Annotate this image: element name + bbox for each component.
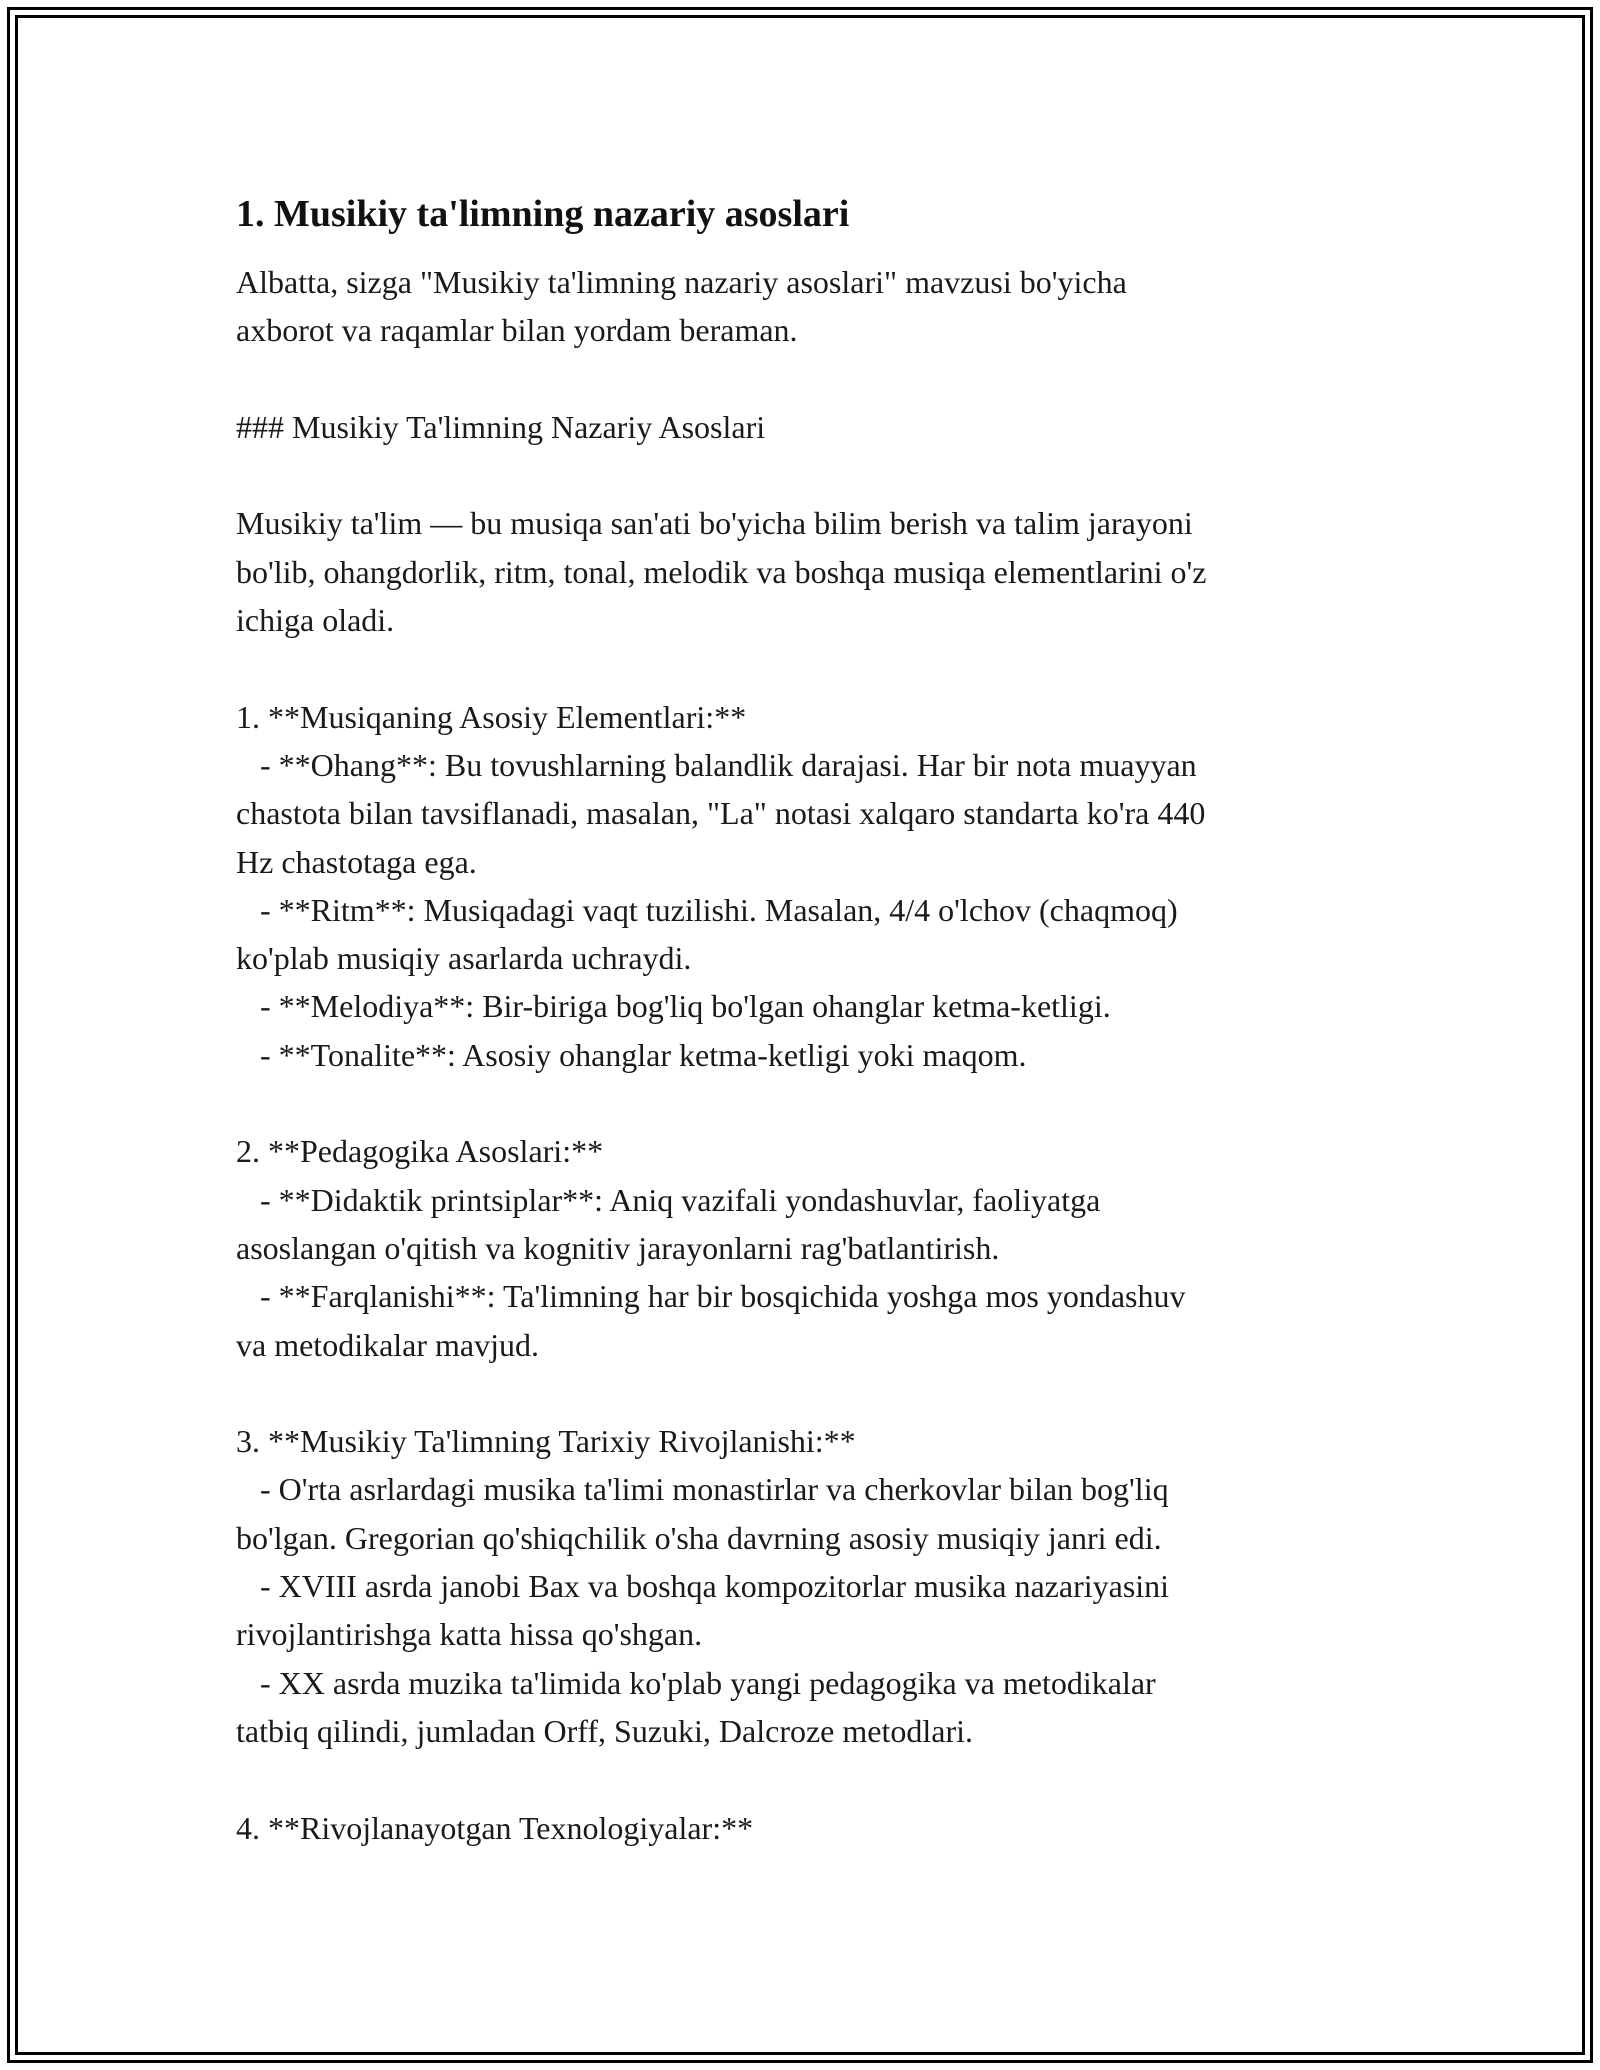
- blank-line: [236, 1079, 1366, 1127]
- text-line: axborot va raqamlar bilan yordam beraman.: [236, 312, 798, 349]
- text-line: Hz chastotaga ega.: [236, 843, 477, 880]
- blank-line: [236, 644, 1366, 692]
- text-line: - **Ohang**: Bu tovushlarning balandlik darajasi. Har bir nota muayyan: [236, 746, 1197, 783]
- text-line: - **Melodiya**: Bir-biriga bog'liq bo'lgan ohanglar ketma-ketligi.: [236, 988, 1111, 1025]
- text-line: chastota bilan tavsiflanadi, masalan, "La" notasi xalqaro standarta ko'ra 440: [236, 795, 1206, 832]
- text-line: 1. **Musiqaning Asosiy Elementlari:**: [236, 698, 747, 735]
- blank-line: [236, 355, 1366, 403]
- text-line: - XVIII asrda janobi Bax va boshqa kompozitorlar musika nazariyasini: [236, 1568, 1170, 1605]
- text-line: bo'lgan. Gregorian qo'shiqchilik o'sha davrning asosiy musiqiy janri edi.: [236, 1519, 1162, 1556]
- text-line: - **Didaktik printsiplar**: Aniq vazifali yondashuvlar, faoliyatga: [236, 1181, 1101, 1218]
- text-line: - O'rta asrlardagi musika ta'limi monastirlar va cherkovlar bilan bog'liq: [236, 1471, 1169, 1508]
- blank-line: [236, 451, 1366, 499]
- text-line: - **Farqlanishi**: Ta'limning har bir bosqichida yoshga mos yondashuv: [236, 1278, 1186, 1315]
- text-line: 4. **Rivojlanayotgan Texnologiyalar:**: [236, 1809, 754, 1846]
- document-body: [236, 186, 1366, 1852]
- blank-line: [236, 1755, 1366, 1803]
- text-line: tatbiq qilindi, jumladan Orff, Suzuki, Dalcroze metodlari.: [236, 1712, 973, 1749]
- text-line: ko'plab musiqiy asarlarda uchraydi.: [236, 940, 692, 977]
- text-line: asoslangan o'qitish va kognitiv jarayonlarni rag'batlantirish.: [236, 1229, 1000, 1266]
- section-heading: 1. Musikiy ta'limning nazariy asoslari: [236, 193, 850, 235]
- body-text: [236, 258, 1366, 1852]
- text-line: va metodikalar mavjud.: [236, 1326, 540, 1363]
- text-line: bo'lib, ohangdorlik, ritm, tonal, melodik va boshqa musiqa elementlarini o'z: [236, 553, 1207, 590]
- text-line: 2. **Pedagogika Asoslari:**: [236, 1133, 604, 1170]
- text-line: - **Ritm**: Musiqadagi vaqt tuzilishi. Masalan, 4/4 o'lchov (chaqmoq): [236, 891, 1178, 928]
- blank-line: [236, 1369, 1366, 1417]
- text-line: - **Tonalite**: Asosiy ohanglar ketma-ketligi yoki maqom.: [236, 1036, 1027, 1073]
- text-line: Albatta, sizga "Musikiy ta'limning nazariy asoslari" mavzusi bo'yicha: [236, 264, 1127, 300]
- text-line: ### Musikiy Ta'limning Nazariy Asoslari: [236, 408, 766, 445]
- text-line: 3. **Musikiy Ta'limning Tarixiy Rivojlanishi:**: [236, 1423, 856, 1460]
- text-line: ichiga oladi.: [236, 602, 395, 639]
- text-line: rivojlantirishga katta hissa qo'shgan.: [236, 1616, 703, 1653]
- text-line: - XX asrda muzika ta'limida ko'plab yangi pedagogika va metodikalar: [236, 1664, 1156, 1701]
- text-line: Musikiy ta'lim — bu musiqa san'ati bo'yicha bilim berish va talim jarayoni: [236, 505, 1193, 542]
